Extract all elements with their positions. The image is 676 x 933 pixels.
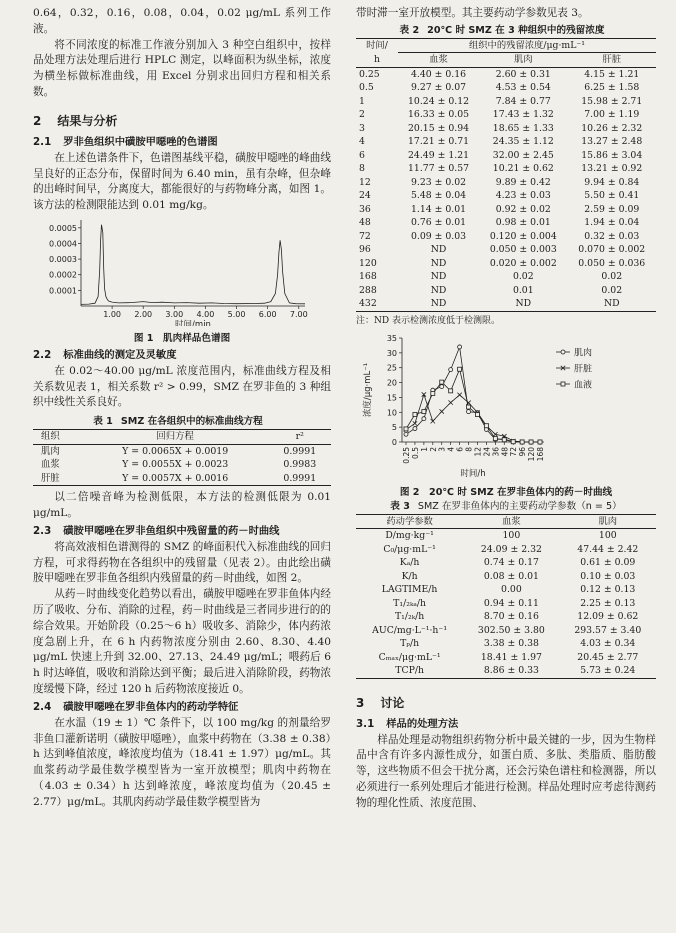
series-square (404, 367, 542, 444)
y-tick-label: 0.0005 (49, 223, 77, 233)
table-cell: 2.25 ± 0.13 (580, 597, 636, 609)
table-cell: 9.89 ± 0.42 (495, 176, 551, 188)
table-cell: 11.77 ± 0.57 (408, 163, 470, 175)
y-tick-label: 15 (386, 393, 397, 403)
data-point-square (458, 367, 462, 371)
legend-label: 血液 (574, 380, 593, 391)
data-point-cross (440, 409, 444, 413)
y-tick-label: 30 (386, 348, 397, 358)
table-cell: 9.27 ± 0.07 (410, 82, 467, 94)
x-tick-label: 0.5 (410, 446, 420, 459)
table-cell: ND (430, 271, 447, 283)
table-cell: 293.57 ± 3.40 (574, 624, 642, 636)
chromatogram-trace (81, 225, 305, 305)
table-cell: 9.94 ± 0.84 (584, 176, 640, 188)
x-tick-label: 1 (419, 446, 429, 452)
table-row (356, 637, 656, 651)
data-point-square (475, 412, 479, 416)
table-cell: 4.03 ± 0.34 (580, 638, 636, 650)
x-tick-label: 48 (500, 446, 510, 457)
data-point-square (467, 405, 471, 409)
table-1-body (33, 444, 331, 486)
y-tick-label: 10 (386, 408, 397, 418)
table-cell: 120 (359, 257, 377, 269)
table-cell: 0.9991 (283, 472, 317, 484)
table-cell: 0.98 ± 0.01 (495, 217, 551, 229)
paragraph: 以二倍噪音峰为检测低限，本方法的检测低限为 0.01 μg/mL。 (33, 491, 331, 519)
table-row (356, 583, 656, 597)
table-cell: 5.50 ± 0.41 (584, 190, 640, 202)
table-cell: 9.23 ± 0.02 (410, 176, 467, 188)
legend-label: 肌肉 (574, 348, 593, 359)
table-cell: 肝脏 (41, 472, 60, 484)
x-tick-label: 2 (428, 446, 438, 452)
table-cell: 0.050 ± 0.003 (489, 244, 557, 256)
table-row (356, 651, 656, 665)
table-cell: 100 (502, 530, 521, 542)
table-cell: 6.25 ± 1.58 (584, 82, 640, 94)
table-row (356, 284, 656, 298)
table-cell: 2 (359, 109, 365, 121)
table-1 (33, 429, 331, 486)
data-point-square (484, 424, 488, 428)
section-heading: 2 结果与分析 (33, 113, 118, 128)
table-header: 血浆 (502, 515, 521, 527)
x-tick-label: 12 (473, 446, 483, 457)
table-cell: Cₘₐₓ/μg·mL⁻¹ (378, 651, 441, 663)
paragraph: 将不同浓度的标准工作液分别加入 3 种空白组织中，按样品处理方法处理后进行 HPLC 测定，以峰面积为纵坐标，浓度为横坐标做标准曲线，用 Excel 分别求出回归方程和相关系数。 (33, 38, 331, 98)
data-point-cross (431, 419, 435, 423)
table-cell: 17.43 ± 1.32 (492, 109, 554, 121)
data-point-square (493, 436, 497, 440)
table-cell: 6 (359, 149, 365, 161)
x-tick-label: 4.00 (196, 309, 215, 319)
table-cell: 13.27 ± 2.48 (581, 136, 643, 148)
table-header: 回归方程 (156, 431, 194, 443)
table-row (356, 203, 656, 217)
table-cell: 0.02 (601, 284, 623, 296)
series-circle (404, 345, 542, 444)
data-point-square (404, 427, 408, 431)
table-cell: 0.070 ± 0.002 (578, 244, 646, 256)
table-cell: 7.00 ± 1.19 (584, 109, 640, 121)
table-cell: 1 (359, 95, 365, 107)
table-cell: TCP/h (395, 665, 424, 677)
table-cell: ND (430, 298, 447, 310)
table-row (356, 570, 656, 584)
table-cell: K/h (401, 570, 418, 582)
table-cell: 3 (359, 122, 365, 134)
table-cell: 24.35 ± 1.12 (492, 136, 554, 148)
x-tick-label: 3 (437, 446, 447, 452)
table-2 (356, 38, 656, 312)
table-cell: 0.01 (512, 284, 534, 296)
left-column (33, 6, 331, 811)
table-cell: 47.44 ± 2.42 (577, 543, 639, 555)
paragraph: 带时滞一室开放模型。其主要药动学参数见表 3。 (356, 7, 589, 19)
table-cell: 0.120 ± 0.004 (489, 230, 557, 242)
table-cell: T₁/₂ₖₐ/h (393, 597, 427, 609)
table-cell: 168 (359, 271, 377, 283)
table-row (33, 472, 331, 486)
table-cell: 12.09 ± 0.62 (577, 611, 639, 623)
table-row (356, 624, 656, 638)
table-header: 时间/ (366, 40, 388, 52)
table-cell: 16.33 ± 0.05 (408, 109, 470, 121)
y-tick-label: 0.0004 (49, 239, 77, 249)
paragraph: 将高效液相色谱测得的 SMZ 的峰面积代入标准曲线的回归方程，可求得药物在各组织中的残留量（见表 2）。由此绘出磺胺甲噁唑在罗非鱼各组织内残留量的药－时曲线，如图 2。 (33, 540, 331, 585)
table-cell: 10.26 ± 2.32 (581, 122, 643, 134)
table-header: 血浆 (429, 54, 448, 66)
table-cell: 4 (359, 136, 365, 148)
table-cell: 288 (359, 284, 377, 296)
x-axis-label: 时间/min (175, 319, 211, 326)
table-cell: ND (430, 257, 447, 269)
paragraph: 从药－时曲线变化趋势以看出，磺胺甲噁唑在罗非鱼体内经历了吸收、分布、消除的过程，药－时曲线是三者同步进行的的综合效果。开始阶段（0.25～6 h）吸收多、消除少，体内药浓度急剧上升，在 6 h 内药物浓度分别由 2.60、8.30、4.40 μg/mL 快速上升到 32.00、27.13、24.49 μg/mL；喂药后 6 h 时达峰值，吸收和消除达到平衡；最后进入消除阶段，药物浓度缓慢下降，经过 120 h 后药物浓度接近 0。 (33, 588, 331, 695)
table-cell: 0.9983 (283, 459, 317, 471)
subsection-heading: 2.4 磺胺甲噁唑在罗非鱼体内的药动学特征 (33, 700, 239, 713)
table-cell: 96 (359, 244, 371, 256)
table-cell: 15.98 ± 2.71 (581, 95, 643, 107)
paragraph: 在 0.02～40.00 μg/mL 浓度范围内，标准曲线方程及相关系数见表 1，相关系数 r² > 0.99，SMZ 在罗非鱼的 3 种组织中线性关系良好。 (33, 364, 331, 409)
table-cell: ND (515, 298, 532, 310)
x-tick-label: 2.00 (134, 309, 153, 319)
table-cell: 36 (359, 203, 371, 215)
table-row (356, 162, 656, 176)
data-point-square (520, 440, 524, 444)
x-tick-label: 7.00 (289, 309, 308, 319)
data-point-square (440, 380, 444, 384)
data-point-circle (440, 384, 444, 388)
table-cell: 0.050 ± 0.036 (578, 257, 646, 269)
table-cell: 32.00 ± 2.45 (492, 149, 554, 161)
table-cell: 1.14 ± 0.01 (410, 203, 467, 215)
table-3-caption: 表 3 SMZ 在罗非鱼体内的主要药动学参数（n = 5） (390, 500, 622, 512)
table-row (356, 189, 656, 203)
table-row (356, 81, 656, 95)
figure-2-caption: 图 2 20℃ 时 SMZ 在罗非鱼体内的药－时曲线 (399, 486, 613, 498)
figure-1 (33, 214, 331, 332)
data-point-square (561, 382, 565, 386)
x-tick-label: 5.00 (227, 309, 246, 319)
table-cell: Kₐ/h (399, 557, 420, 569)
x-tick-label: 4 (446, 446, 456, 452)
table-row (356, 216, 656, 230)
table-row (356, 597, 656, 611)
table-1-caption: 表 1 SMZ 在各组织中的标准曲线方程 (93, 416, 263, 428)
table-cell: 3.38 ± 0.38 (483, 638, 539, 650)
data-point-circle (413, 426, 417, 430)
table-cell: ND (430, 284, 447, 296)
table-row (356, 122, 656, 136)
table-cell: 10.21 ± 0.62 (492, 163, 554, 175)
table-cell: 8 (359, 163, 365, 175)
data-point-square (538, 440, 542, 444)
subsection-heading: 2.3 磺胺甲噁唑在罗非鱼组织中残留量的药－时曲线 (33, 524, 280, 537)
y-tick-label: 0.0002 (49, 270, 77, 280)
table-row (356, 176, 656, 190)
x-axis-label: 时间/h (460, 468, 486, 479)
table-cell: 48 (359, 217, 371, 229)
table-row (356, 270, 656, 284)
table-header: 肌肉 (513, 54, 533, 66)
table-cell: 2.60 ± 0.31 (495, 68, 551, 80)
table-row (356, 257, 656, 271)
section-heading: 3 讨论 (356, 695, 405, 710)
paragraph: 样品处理是动物组织药物分析中最关键的一步，因为生物样品中含有许多内源性成分，如蛋白质、多肽、类脂质、脂肪酸等，这些物质不但会干扰分离，还会污染色谱柱和检测器，所以必须进行一系列处理后才能进行检测。样品处理时应考虑待测药物的理化性质、浓度范围、 (356, 733, 656, 809)
table-cell: 4.23 ± 0.03 (495, 190, 551, 202)
subsection-heading: 3.1 样品的处理方法 (356, 717, 459, 730)
table-cell: 血浆 (41, 459, 60, 471)
table-cell: 0.09 ± 0.03 (410, 230, 467, 242)
table-cell: 0.020 ± 0.002 (489, 257, 557, 269)
table-cell: 8.70 ± 0.16 (483, 611, 539, 623)
y-tick-label: 20 (386, 378, 397, 388)
series-line (406, 369, 540, 442)
concentration-time-chart (356, 330, 656, 480)
table-cell: LAGTIME/h (381, 584, 438, 596)
table-cell: 15.86 ± 3.04 (581, 149, 643, 161)
table-row (356, 556, 656, 570)
table-cell: 0.92 ± 0.02 (495, 203, 551, 215)
table-row (356, 529, 656, 543)
table-row (356, 664, 656, 678)
table-cell: Y = 0.0065X + 0.0019 (122, 445, 229, 457)
y-tick-label: 35 (386, 333, 397, 343)
table-row (33, 458, 331, 472)
data-point-cross (413, 421, 417, 425)
table-cell: 0.32 ± 0.03 (584, 230, 640, 242)
figure-1-caption: 图 1 肌肉样品色谱图 (133, 332, 231, 344)
table-cell: 24 (359, 190, 371, 202)
data-point-cross (422, 392, 426, 396)
table-cell: 17.21 ± 0.71 (408, 136, 470, 148)
table-cell: 72 (359, 230, 371, 242)
table-cell: 肌肉 (41, 445, 60, 457)
table-cell: 18.65 ± 1.33 (492, 122, 554, 134)
figure-2 (356, 330, 656, 486)
x-tick-label: 3.00 (165, 309, 184, 319)
table-row (356, 95, 656, 109)
y-tick-label: 5 (391, 422, 397, 432)
table-row (356, 243, 656, 257)
data-point-square (449, 389, 453, 393)
table-header: 组织中的残留浓度/μg·mL⁻¹ (398, 38, 656, 53)
right-column (356, 6, 656, 812)
table-row (356, 230, 656, 244)
table-header: r² (295, 431, 304, 443)
table-cell: 0.12 ± 0.13 (580, 584, 636, 596)
data-point-circle (561, 350, 565, 354)
data-point-square (431, 391, 435, 395)
table-cell: 4.40 ± 0.16 (410, 68, 467, 80)
table-row (356, 543, 656, 557)
table-cell: 0.02 (601, 271, 623, 283)
table-cell: Y = 0.0055X + 0.0023 (122, 459, 229, 471)
table-cell: 4.53 ± 0.54 (495, 82, 551, 94)
table-cell: 100 (598, 530, 617, 542)
table-cell: 18.41 ± 1.97 (480, 651, 542, 663)
paragraph: 在水温（19 ± 1）℃ 条件下，以 100 mg/kg 的剂量给罗非鱼口灌新诺明（磺胺甲噁唑），血浆中药物在（3.38 ± 0.38）h 达到峰值浓度，峰浓度均值为（18.41 ± 1.97）μg/mL。其血浆药动学最佳数学模型皆为一室开放模型；肌肉中药物在（4.03 ± 0.34）h 达到峰浓度，峰浓度均值为（20.45 ± 2.77）μg/mL。其肌肉药动学最佳数学模型皆为 (33, 716, 331, 808)
table-row (356, 297, 656, 311)
table-cell: 0.94 ± 0.11 (483, 597, 539, 609)
table-header: 组织 (41, 431, 60, 443)
table-cell: 2.59 ± 0.09 (584, 203, 640, 215)
table-cell: 10.24 ± 0.12 (408, 95, 470, 107)
table-3-body (356, 529, 656, 679)
data-point-circle (449, 367, 453, 371)
table-cell: 1.94 ± 0.04 (584, 217, 640, 229)
y-axis-label: 浓度/μg·mL⁻¹ (363, 362, 373, 417)
table-cell: ND (430, 244, 447, 256)
table-cell: 4.15 ± 1.21 (584, 68, 640, 80)
x-tick-label: 0.25 (402, 446, 411, 464)
table-2-caption: 表 2 20℃ 时 SMZ 在 3 种组织中的残留浓度 (399, 24, 605, 36)
table-cell: 20.45 ± 2.77 (577, 651, 639, 663)
x-tick-label: 72 (509, 446, 519, 457)
table-cell: C₀/μg·mL⁻¹ (383, 543, 436, 555)
x-tick-label: 24 (482, 446, 492, 457)
chromatogram-chart (33, 214, 331, 326)
data-point-square (413, 412, 417, 416)
data-point-circle (422, 417, 426, 421)
table-header: 肌肉 (598, 515, 618, 527)
data-point-cross (448, 400, 452, 404)
table-cell: 0.10 ± 0.03 (580, 570, 636, 582)
table-row (33, 444, 331, 458)
table-cell: 432 (359, 298, 377, 310)
paragraph: 0.64，0.32，0.16，0.08，0.04，0.02 μg/mL 系列工作液。 (33, 7, 331, 35)
table-cell: 0.5 (359, 82, 374, 94)
x-tick-label: 8 (464, 446, 474, 452)
legend-label: 肝脏 (574, 364, 593, 375)
series-line (406, 347, 540, 442)
table-cell: 13.21 ± 0.92 (581, 163, 643, 175)
data-point-circle (404, 432, 408, 436)
data-point-square (529, 440, 533, 444)
table-cell: D/mg·kg⁻¹ (385, 530, 434, 542)
table-cell: Y = 0.0057X + 0.0016 (122, 472, 229, 484)
table-cell: 24.09 ± 2.32 (480, 543, 542, 555)
table-cell: 7.84 ± 0.77 (495, 95, 551, 107)
table-cell: 5.48 ± 0.04 (410, 190, 467, 202)
y-tick-label: 0.0001 (49, 286, 77, 296)
y-tick-label: 25 (386, 363, 397, 373)
table-cell: ND (603, 298, 620, 310)
table-cell: 0.9991 (283, 445, 317, 457)
table-cell: 12 (359, 176, 371, 188)
table-cell: 0.00 (501, 584, 522, 596)
table-row (356, 67, 656, 81)
table-cell: 0.08 ± 0.01 (483, 570, 539, 582)
y-tick-label: 0.0003 (49, 255, 77, 265)
table-cell: 20.15 ± 0.94 (408, 122, 470, 134)
table-header: 药动学参数 (386, 515, 433, 527)
table-cell: AUC/mg·L⁻¹·h⁻¹ (372, 624, 448, 636)
x-tick-label: 96 (518, 446, 528, 457)
table-row (356, 135, 656, 149)
table-3 (356, 514, 656, 679)
x-tick-label: 120 (527, 446, 537, 462)
x-tick-label: 6.00 (258, 309, 277, 319)
data-point-circle (467, 409, 471, 413)
table-cell: 0.02 (512, 271, 534, 283)
data-point-square (502, 438, 506, 442)
table-cell: 0.74 ± 0.17 (483, 557, 539, 569)
table-cell: 24.49 ± 1.21 (408, 149, 470, 161)
subsection-heading: 2.2 标准曲线的测定及灵敏度 (33, 348, 177, 361)
table-2-body (356, 67, 656, 311)
y-tick-label: 0 (391, 437, 397, 447)
table-cell: 0.25 (359, 68, 380, 80)
table-cell: 0.76 ± 0.01 (410, 217, 467, 229)
table-cell: 5.73 ± 0.24 (580, 665, 636, 677)
data-point-square (511, 440, 515, 444)
table-cell: Tₚ/h (400, 638, 420, 650)
table-row (356, 610, 656, 624)
data-point-square (422, 409, 426, 413)
x-tick-label: 1.00 (103, 309, 122, 319)
x-tick-label: 168 (536, 446, 545, 462)
subsection-heading: 2.1 罗非鱼组织中磺胺甲噁唑的色谱图 (33, 135, 218, 148)
table-cell: T₁/₂ₖ/h (394, 611, 425, 623)
table-cell: 0.61 ± 0.09 (580, 557, 636, 569)
data-point-circle (458, 345, 462, 349)
table-row (356, 149, 656, 163)
table-row (356, 108, 656, 122)
x-tick-label: 36 (491, 446, 501, 457)
table-cell: 8.86 ± 0.33 (483, 665, 539, 677)
table-2-note: 注：ND 表示检测浓度低于检测限。 (356, 315, 500, 326)
paragraph: 在上述色谱条件下，色谱图基线平稳，磺胺甲噁唑的峰曲线呈良好的正态分布，保留时间为 6.40 min，虽有杂峰，但杂峰的出峰时间早，分离度大，都能很好的与药物峰分离，如图 1。该方法的检测限能达到 0.01 mg/kg。 (33, 151, 331, 212)
data-point-cross (457, 392, 461, 396)
x-tick-label: 6 (455, 446, 465, 452)
table-header: h (374, 54, 380, 66)
table-cell: 302.50 ± 3.80 (477, 624, 545, 636)
table-header: 肝脏 (602, 54, 622, 66)
